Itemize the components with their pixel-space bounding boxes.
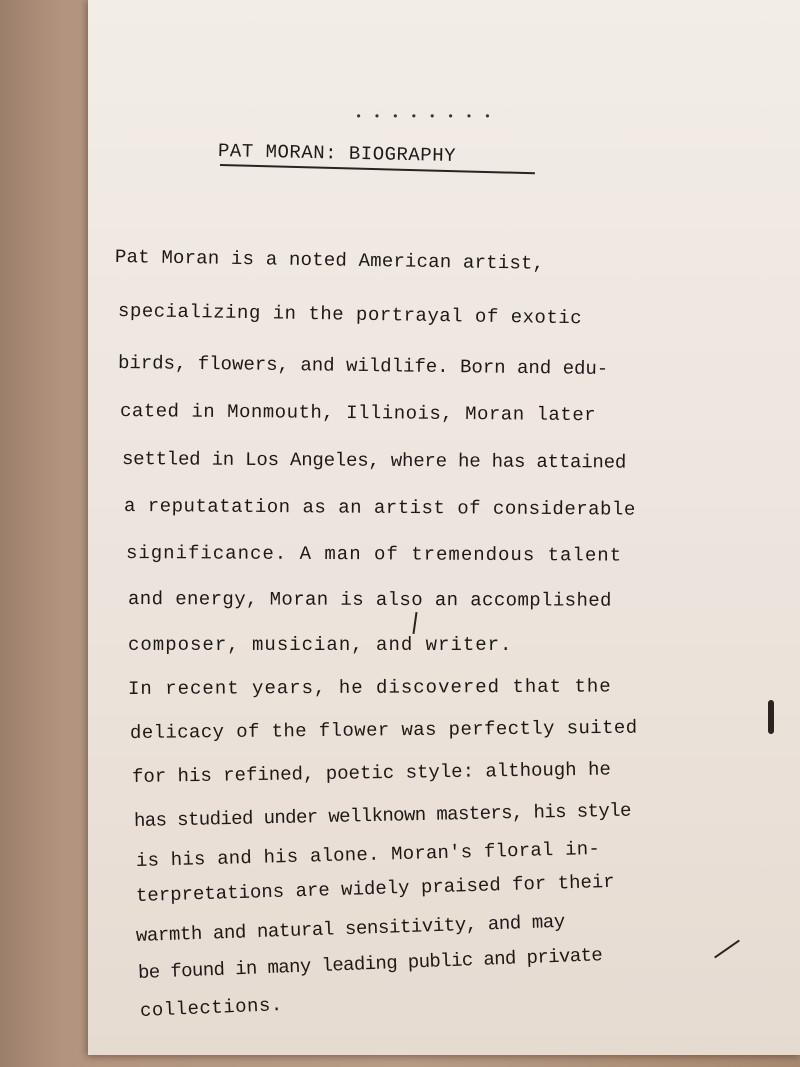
- body-line-15: terpretations are widely praised for their: [135, 870, 616, 907]
- body-line-12: for his refined, poetic style: although he: [131, 758, 612, 788]
- body-line-5: settled in Los Angeles, where he has attained: [121, 448, 627, 474]
- body-line-1: Pat Moran is a noted American artist,: [114, 246, 545, 275]
- body-line-10: In recent years, he discovered that the: [127, 675, 612, 700]
- document-title: PAT MORAN: BIOGRAPHY: [217, 140, 457, 167]
- body-line-4: cated in Monmouth, Illinois, Moran later: [119, 400, 597, 427]
- body-line-16: warmth and natural sensitivity, and may: [135, 910, 566, 947]
- body-line-8: and energy, Moran is also an accomplished: [127, 588, 612, 612]
- body-line-3: birds, flowers, and wildlife. Born and edu-: [117, 352, 609, 380]
- body-line-13: has studied under wellknown masters, his style: [133, 799, 632, 832]
- pen-mark-margin: [768, 700, 774, 734]
- body-line-6: a reputatation as an artist of considerable: [123, 495, 636, 521]
- body-line-2: specializing in the portrayal of exotic: [117, 300, 583, 330]
- body-line-9: composer, musician, and writer.: [128, 634, 513, 656]
- body-line-11: delicacy of the flower was perfectly suited: [129, 716, 638, 744]
- body-line-18: collections.: [139, 994, 284, 1022]
- stray-marks: • • • • • • • •: [355, 110, 494, 124]
- body-line-7: significance. A man of tremendous talent: [125, 542, 623, 567]
- body-line-17: be found in many leading public and private: [137, 944, 603, 984]
- body-line-14: is his and his alone. Moran's floral in-: [135, 837, 601, 872]
